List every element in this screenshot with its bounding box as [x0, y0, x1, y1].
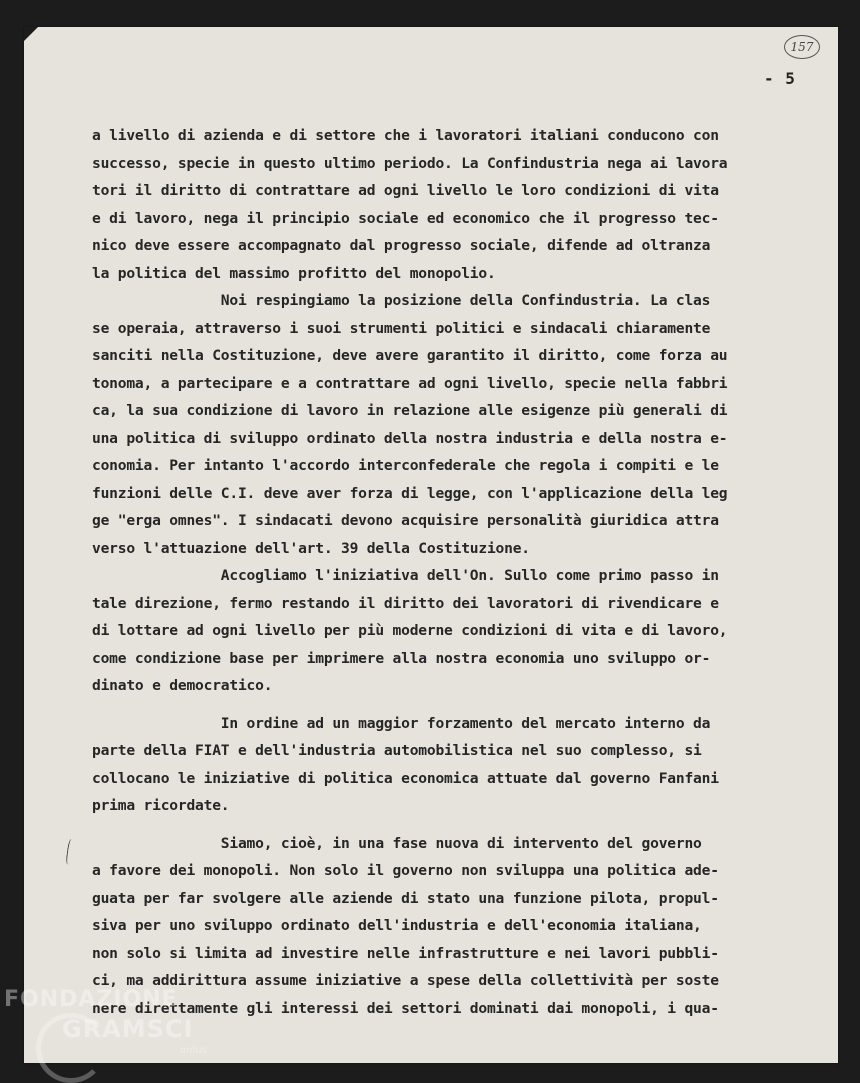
- text-line: prima ricordate.: [92, 797, 230, 814]
- text-line: nico deve essere accompagnato dal progresso sociale, difende ad oltranza: [92, 237, 711, 254]
- paragraph-gap: [92, 820, 822, 830]
- text-line: siva per uno sviluppo ordinato dell'industria e dell'economia italiana,: [92, 917, 702, 934]
- text-line: ca, la sua condizione di lavoro in relazione alle esigenze più generali di: [92, 402, 728, 419]
- text-line: non solo si limita ad investire nelle infrastrutture e nei lavori pubbli-: [92, 944, 719, 962]
- paragraph-gap: [92, 700, 822, 710]
- text-line: ge "erga omnes". I sindacati devono acquisire personalità giuridica attra: [92, 512, 719, 529]
- text-line: tale direzione, fermo restando il diritto dei lavoratori di rivendicare e: [92, 594, 719, 612]
- text-line: ci, ma addirittura assume iniziative a spese della collettività per soste: [92, 972, 719, 989]
- watermark-line2: GRAMSCI: [62, 1015, 194, 1043]
- text-line: Siamo, cioè, in una fase nuova di intervento del governo: [92, 834, 702, 852]
- margin-pencil-mark: [65, 839, 76, 866]
- text-line: tonoma, a partecipare e a contrattare ad ogni livello, specie nella fabbri: [92, 374, 728, 392]
- archive-stamp-number: 157: [784, 35, 820, 59]
- text-line: tori il diritto di contrattare ad ogni livello le loro condizioni di vita: [92, 182, 719, 199]
- text-line: sanciti nella Costituzione, deve avere garantito il diritto, come forza au: [92, 347, 728, 364]
- text-line: guata per far svolgere alle aziende di stato una funzione pilota, propul-: [92, 889, 719, 907]
- text-line: e di lavoro, nega il principio sociale ed economico che il progresso tec-: [92, 209, 719, 227]
- text-line: a livello di azienda e di settore che i lavoratori italiani conducono con: [92, 127, 719, 144]
- text-line: come condizione base per imprimere alla nostra economia uno sviluppo or-: [92, 649, 711, 667]
- text-line: collocano le iniziative di politica economica attuate dal governo Fanfani: [92, 769, 719, 787]
- text-line: se operaia, attraverso i suoi strumenti politici e sindacali chiaramente: [92, 319, 711, 337]
- text-line: Accogliamo l'iniziativa dell'On. Sullo come primo passo in: [92, 567, 719, 584]
- text-line: conomia. Per intanto l'accordo interconfederale che regola i compiti e le: [92, 457, 719, 474]
- text-line: In ordine ad un maggior forzamento del mercato interno da: [92, 714, 711, 732]
- text-line: nere direttamente gli interessi dei settori dominati dai monopoli, i qua-: [92, 999, 719, 1017]
- text-line: la politica del massimo profitto del monopolio.: [92, 264, 496, 282]
- text-line: di lottare ad ogni livello per più moderne condizioni di vita e di lavoro,: [92, 622, 728, 639]
- text-line: successo, specie in questo ultimo periodo. La Confindustria nega ai lavora: [92, 154, 728, 172]
- text-line: funzioni delle C.I. deve aver forza di legge, con l'applicazione della leg: [92, 484, 728, 502]
- text-line: una politica di sviluppo ordinato della nostra industria e della nostra e-: [92, 429, 728, 447]
- text-line: parte della FIAT e dell'industria automobilistica nel suo complesso, si: [92, 742, 702, 759]
- typewritten-body: [92, 122, 822, 1022]
- torn-corner: [24, 27, 38, 41]
- watermark-line1: FONDAZIONE: [4, 987, 178, 1012]
- document-page: [24, 27, 838, 1063]
- text-line: verso l'attuazione dell'art. 39 della Costituzione.: [92, 539, 530, 557]
- text-line: Noi respingiamo la posizione della Confindustria. La clas: [92, 292, 711, 309]
- page-number: - 5: [764, 69, 796, 88]
- text-line: dinato e democratico.: [92, 677, 273, 694]
- watermark-suffix: onlus: [180, 1045, 207, 1056]
- text-line: a favore dei monopoli. Non solo il governo non sviluppa una politica ade-: [92, 862, 719, 879]
